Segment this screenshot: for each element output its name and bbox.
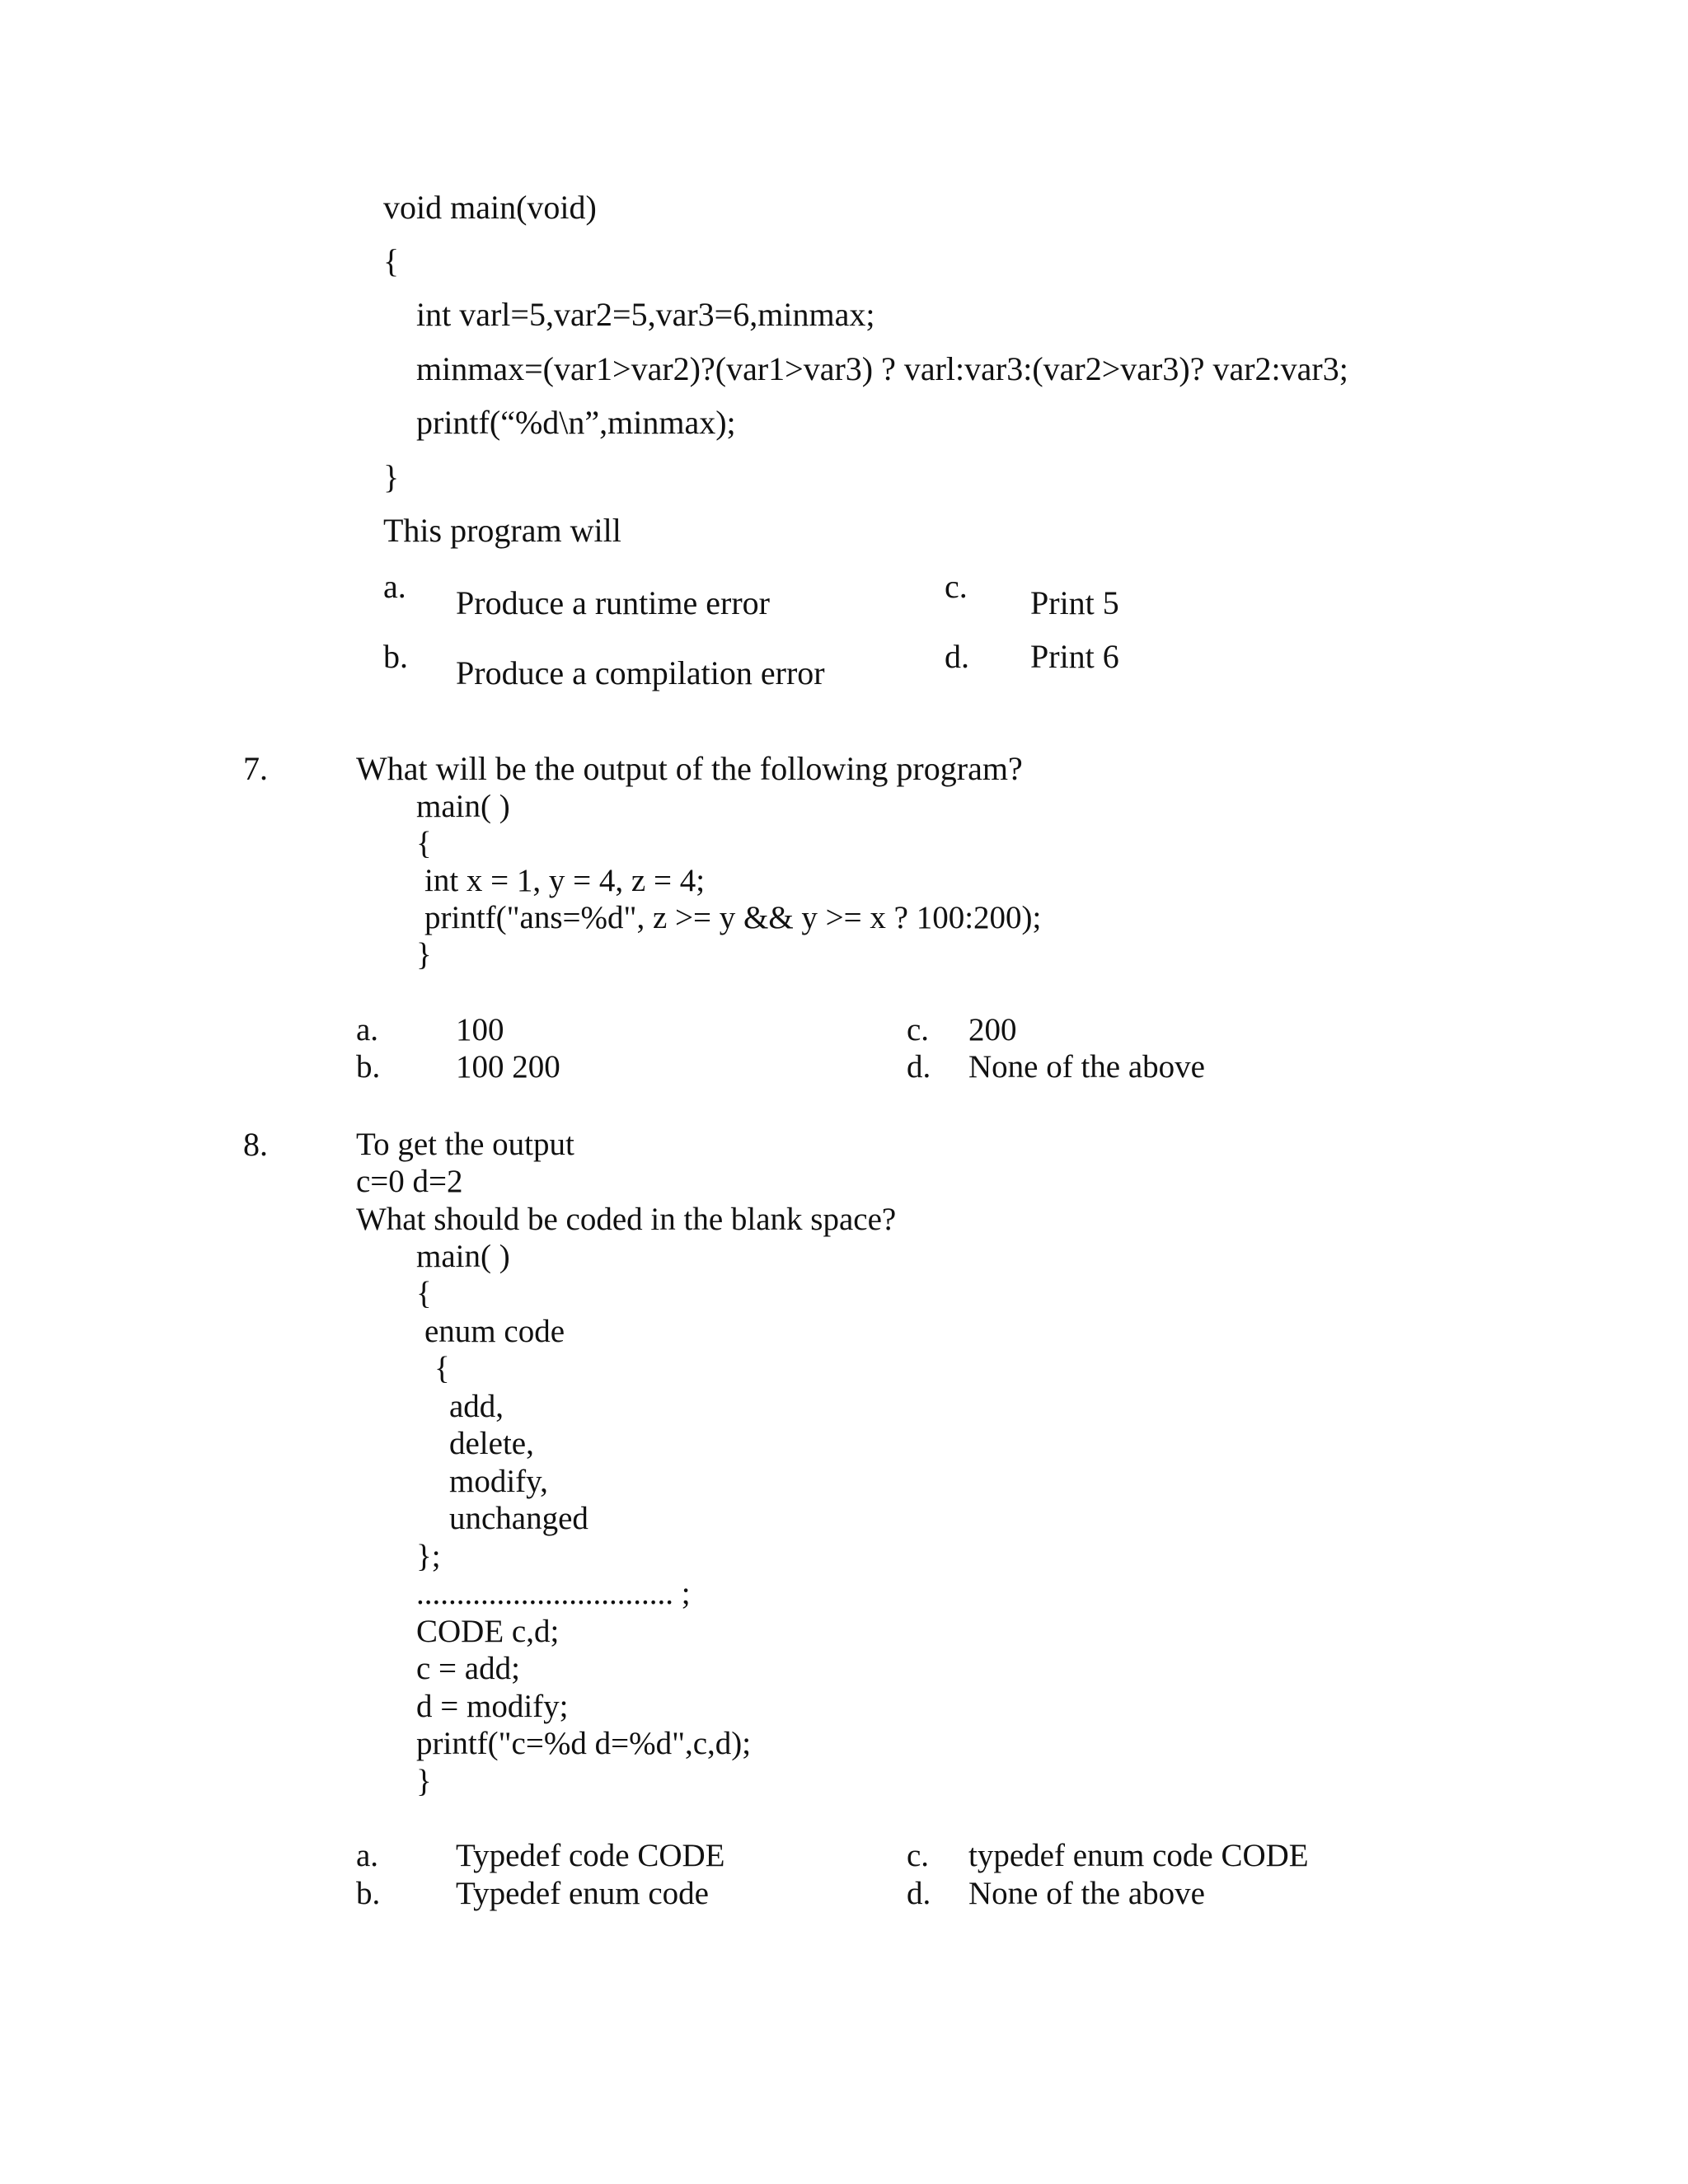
q8-code-line: add, (449, 1389, 504, 1424)
q6-option-b-text: Produce a compilation error (456, 654, 825, 691)
q8-code-line: }; (416, 1539, 441, 1574)
q6-code-line: printf(“%d\n”,minmax); (416, 404, 736, 441)
q7-option-b-letter: b. (356, 1049, 381, 1085)
q7-option-b-text: 100 200 (456, 1049, 560, 1085)
q8-code-line: modify, (449, 1464, 548, 1499)
q7-option-d-letter: d. (907, 1049, 931, 1085)
q6-option-d-letter: d. (945, 638, 969, 675)
q8-blank-line: ................................ ; (416, 1576, 691, 1611)
q8-number: 8. (243, 1126, 268, 1163)
q8-code-line: d = modify; (416, 1689, 569, 1724)
q8-line: What should be coded in the blank space? (356, 1202, 897, 1237)
q7-code-line: } (416, 937, 432, 972)
q8-code-line: main( ) (416, 1239, 510, 1274)
q6-option-b-letter: b. (383, 638, 408, 675)
q7-code-line: { (416, 826, 432, 861)
q7-option-c-text: 200 (968, 1012, 1017, 1047)
q8-code-line: printf("c=%d d=%d",c,d); (416, 1726, 752, 1761)
q7-option-a-letter: a. (356, 1012, 379, 1047)
q8-code-line: enum code (424, 1314, 565, 1349)
q6-code-line: minmax=(var1>var2)?(var1>var3) ? varl:var3:(var2>var3)? var2:var3; (416, 350, 1348, 387)
q7-code-line: int x = 1, y = 4, z = 4; (424, 863, 706, 898)
q8-code-line: delete, (449, 1426, 534, 1461)
q6-option-a-text: Produce a runtime error (456, 584, 770, 621)
q8-option-d-text: None of the above (968, 1876, 1205, 1911)
q7-code-line: printf("ans=%d", z >= y && y >= x ? 100:200); (424, 900, 1042, 935)
q8-option-d-letter: d. (907, 1876, 931, 1911)
q8-option-b-letter: b. (356, 1876, 381, 1911)
q6-prompt: This program will (383, 512, 621, 549)
q8-line: c=0 d=2 (356, 1164, 463, 1199)
q8-option-a-text: Typedef code CODE (456, 1838, 725, 1873)
q7-code-line: main( ) (416, 789, 510, 824)
q8-option-b-text: Typedef enum code (456, 1876, 709, 1911)
q6-option-a-letter: a. (383, 568, 406, 605)
q6-code-line: void main(void) (383, 189, 597, 226)
q6-code-line: } (383, 458, 400, 495)
q8-line: To get the output (356, 1127, 574, 1162)
q6-option-c-letter: c. (945, 568, 968, 605)
q7-option-a-text: 100 (456, 1012, 504, 1047)
q8-option-c-letter: c. (907, 1838, 930, 1873)
q8-option-a-letter: a. (356, 1838, 379, 1873)
q7-number: 7. (243, 750, 268, 787)
q8-code-line: c = add; (416, 1651, 520, 1686)
q6-option-d-text: Print 6 (1030, 638, 1119, 675)
q8-code-line: { (416, 1276, 432, 1311)
q6-code-line: int varl=5,var2=5,var3=6,minmax; (416, 296, 875, 333)
q6-option-c-text: Print 5 (1030, 584, 1119, 621)
q8-code-line: } (416, 1764, 432, 1799)
q8-code-line: CODE c,d; (416, 1614, 560, 1649)
q7-option-d-text: None of the above (968, 1049, 1205, 1085)
q8-option-c-text: typedef enum code CODE (968, 1838, 1309, 1873)
q6-code-line: { (383, 242, 400, 279)
q8-code-line: unchanged (449, 1501, 588, 1536)
q7-question: What will be the output of the following program? (356, 750, 1023, 787)
q7-option-c-letter: c. (907, 1012, 930, 1047)
q8-code-line: { (434, 1351, 450, 1386)
